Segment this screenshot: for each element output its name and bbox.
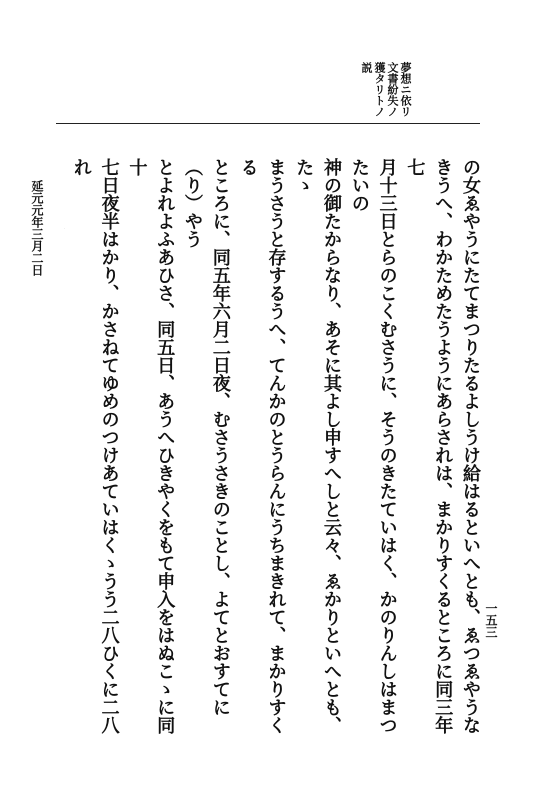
page-number: 一五三 [484, 602, 498, 638]
text-column: きうへ、わかためたうようにあらされは、まかりすくるところに同三年七 [404, 158, 454, 734]
text-column: とよれよふあひさ、同五日、あうへひきやくをもて申入をはぬこゝに同十 [126, 158, 176, 734]
date-margin: 延元元年三月二日 [30, 180, 44, 276]
text-column: ところに、同五年六月二日夜、むさうさきのことし、よてとおすてに（り）やう [182, 158, 231, 716]
text-column: 七日夜半はかり、かさねてゆめのつけあていはくゝうう二八ひくに二八れ [70, 158, 120, 734]
body-text [64, 158, 484, 738]
text-column [64, 158, 67, 738]
text-column: の女ゑやうにたてまつりたるよしうけ給はるといへとも、ゑつゑやうな [460, 158, 481, 734]
text-column: 月十三日とらのこくむさうに、そうのきたていはく、かのりんしはまつたいの [348, 158, 398, 734]
text-column: 神の御たからなり、あそに其よし申すへしと云々、ゑかりといへとも、たゝ [293, 158, 343, 734]
text-column: まうさうと存するうへ、てんかのとうらんにうちまきれて、まかりすくる [237, 158, 287, 734]
header-rule [56, 123, 480, 124]
header-note: 夢想ニ依リ文書紛失ノ獲タリトノ説 [360, 62, 412, 117]
